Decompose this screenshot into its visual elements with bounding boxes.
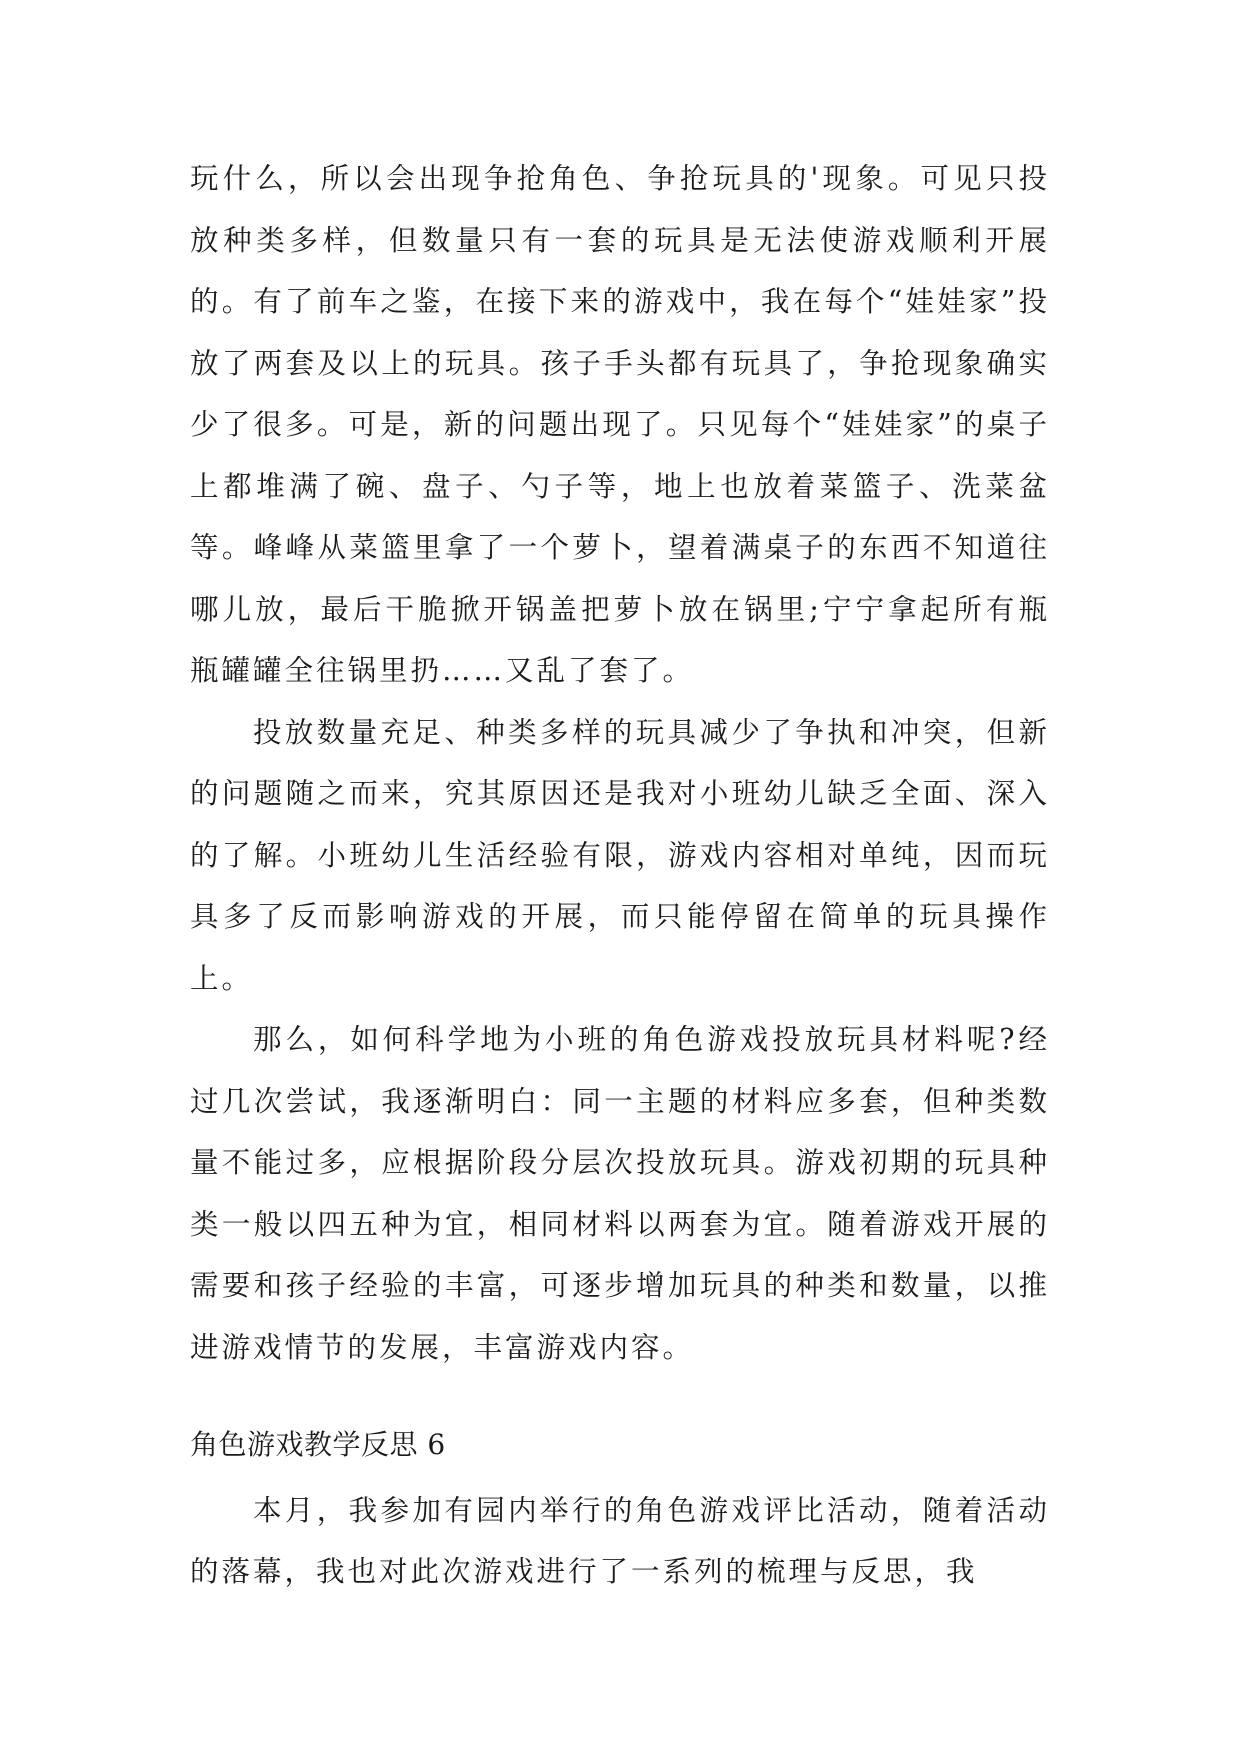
paragraph-continuation: 玩什么，所以会出现争抢角色、争抢玩具的'现象。可见只投放种类多样，但数量只有一套的玩具是无法使游戏顺利开展的。有了前车之鉴，在接下来的游戏中，我在每个“娃娃家”投放了两套及以上的玩具。孩子手头都有玩具了，争抢现象确实少了很多。可是，新的问题出现了。只见每个“娃娃家”的桌子上都堆满了碗、盘子、勺子等，地上也放着菜篮子、洗菜盆等。峰峰从菜篮里拿了一个萝卜，望着满桌子的东西不知道往哪儿放，最后干脆掀开锅盖把萝卜放在锅里;宁宁拿起所有瓶瓶罐罐全往锅里扔……又乱了套了。 (190, 162, 1050, 687)
paragraph: 那么，如何科学地为小班的角色游戏投放玩具材料呢?经过几次尝试，我逐渐明白：同一主题的材料应多套，但种类数量不能过多，应根据阶段分层次投放玩具。游戏初期的玩具种类一般以四五种为宜，相同材料以两套为宜。随着游戏开展的需要和孩子经验的丰富，可逐步增加玩具的种类和数量，以推进游戏情节的发展，丰富游戏内容。 (190, 1023, 1050, 1364)
document-body (190, 148, 1050, 1603)
paragraph: 投放数量充足、种类多样的玩具减少了争执和冲突，但新的问题随之而来，究其原因还是我对小班幼儿缺乏全面、深入的了解。小班幼儿生活经验有限，游戏内容相对单纯，因而玩具多了反而影响游戏的开展，而只能停留在简单的玩具操作上。 (190, 715, 1050, 995)
paragraph: 本月，我参加有园内举行的角色游戏评比活动，随着活动的落幕，我也对此次游戏进行了一系列的梳理与反思，我 (190, 1493, 1050, 1588)
section-heading: 角色游戏教学反思 6 (190, 1428, 446, 1461)
